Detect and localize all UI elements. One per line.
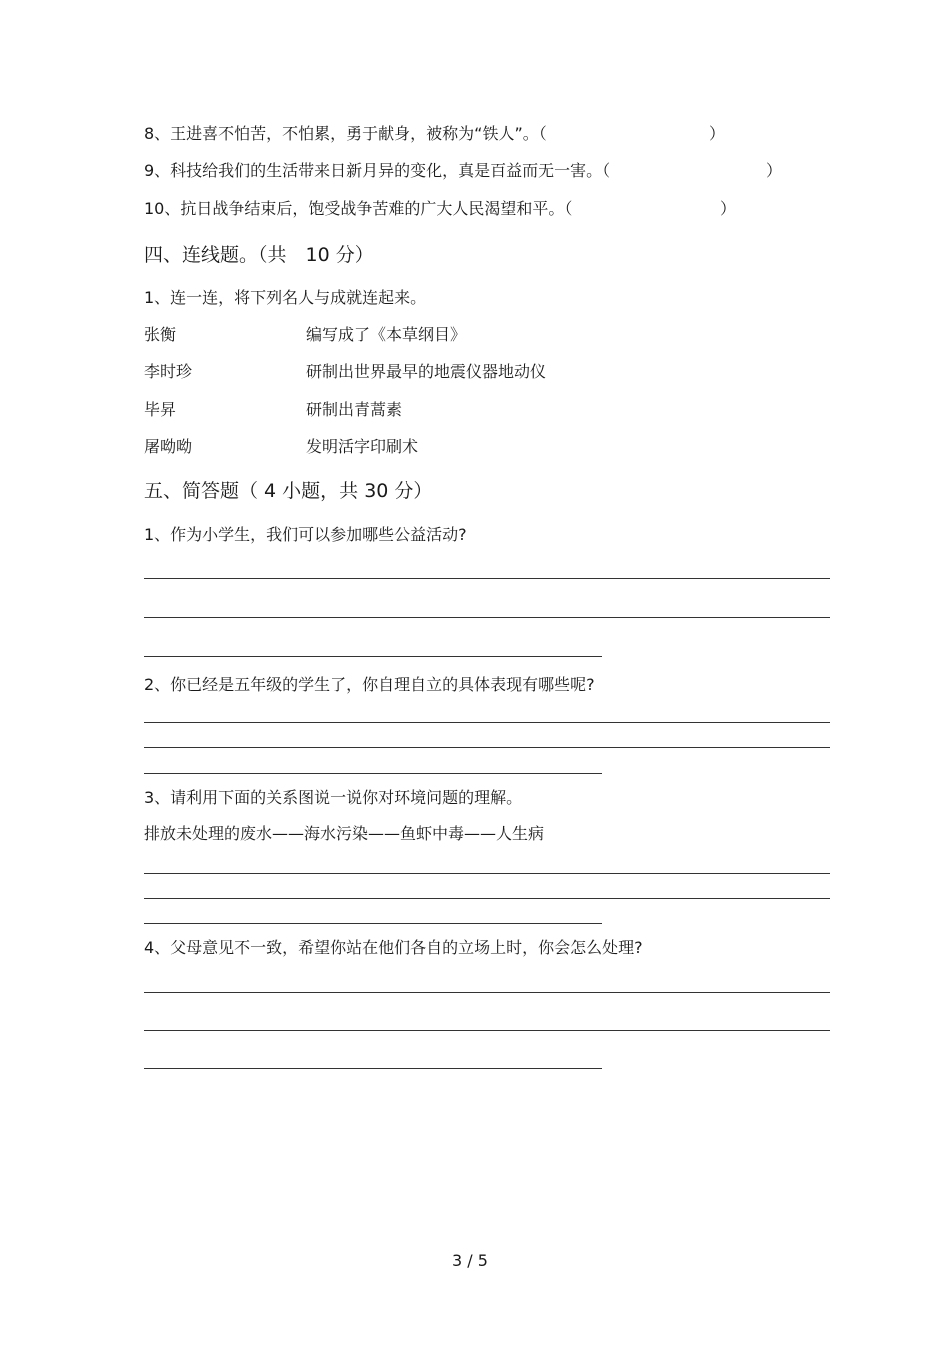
match-name-4: 屠呦呦 <box>144 437 193 456</box>
answer-line <box>144 992 830 993</box>
match-achievement-2: 研制出世界最早的地震仪器地动仪 <box>306 362 547 381</box>
question-10: 10、抗日战争结束后，饱受战争苦难的广大人民渴望和平。（ <box>144 199 573 218</box>
answer-line <box>144 617 830 618</box>
answer-paren-close-10: ） <box>720 199 737 218</box>
match-achievement-1: 编写成了《本草纲目》 <box>306 325 467 344</box>
section-4-title: 四、连线题。（共 10 分） <box>144 244 374 266</box>
question-8: 8、王进喜不怕苦，不怕累，勇于献身，被称为“铁人”。（ <box>144 124 547 143</box>
answer-line <box>144 898 830 899</box>
section-5-question-4: 4、父母意见不一致，希望你站在他们各自的立场上时，你会怎么处理? <box>144 938 643 957</box>
answer-paren-close-8: ） <box>709 124 726 143</box>
answer-line <box>144 923 602 924</box>
answer-line <box>144 747 830 748</box>
section-4-question-1: 1、连一连，将下列名人与成就连起来。 <box>144 288 427 307</box>
section-5-question-2: 2、你已经是五年级的学生了，你自理自立的具体表现有哪些呢? <box>144 675 595 694</box>
answer-line <box>144 578 830 579</box>
question-9: 9、科技给我们的生活带来日新月异的变化，真是百益而无一害。（ <box>144 161 611 180</box>
match-name-3: 毕昇 <box>144 400 177 419</box>
page-number: 3 / 5 <box>452 1251 488 1270</box>
answer-line <box>144 1068 602 1069</box>
relation-chain: 排放未处理的废水——海水污染——鱼虾中毒——人生病 <box>144 824 545 843</box>
match-achievement-3: 研制出青蒿素 <box>306 400 403 419</box>
match-name-2: 李时珍 <box>144 362 193 381</box>
match-name-1: 张衡 <box>144 325 177 344</box>
answer-line <box>144 722 830 723</box>
section-5-question-1: 1、作为小学生，我们可以参加哪些公益活动? <box>144 525 467 544</box>
section-5-question-3: 3、请利用下面的关系图说一说你对环境问题的理解。 <box>144 788 523 807</box>
answer-line <box>144 1030 830 1031</box>
answer-paren-close-9: ） <box>766 161 783 180</box>
answer-line <box>144 873 830 874</box>
answer-line <box>144 656 602 657</box>
answer-line <box>144 773 602 774</box>
section-5-title: 五、简答题（ 4 小题，共 30 分） <box>144 480 433 502</box>
match-achievement-4: 发明活字印刷术 <box>306 437 419 456</box>
